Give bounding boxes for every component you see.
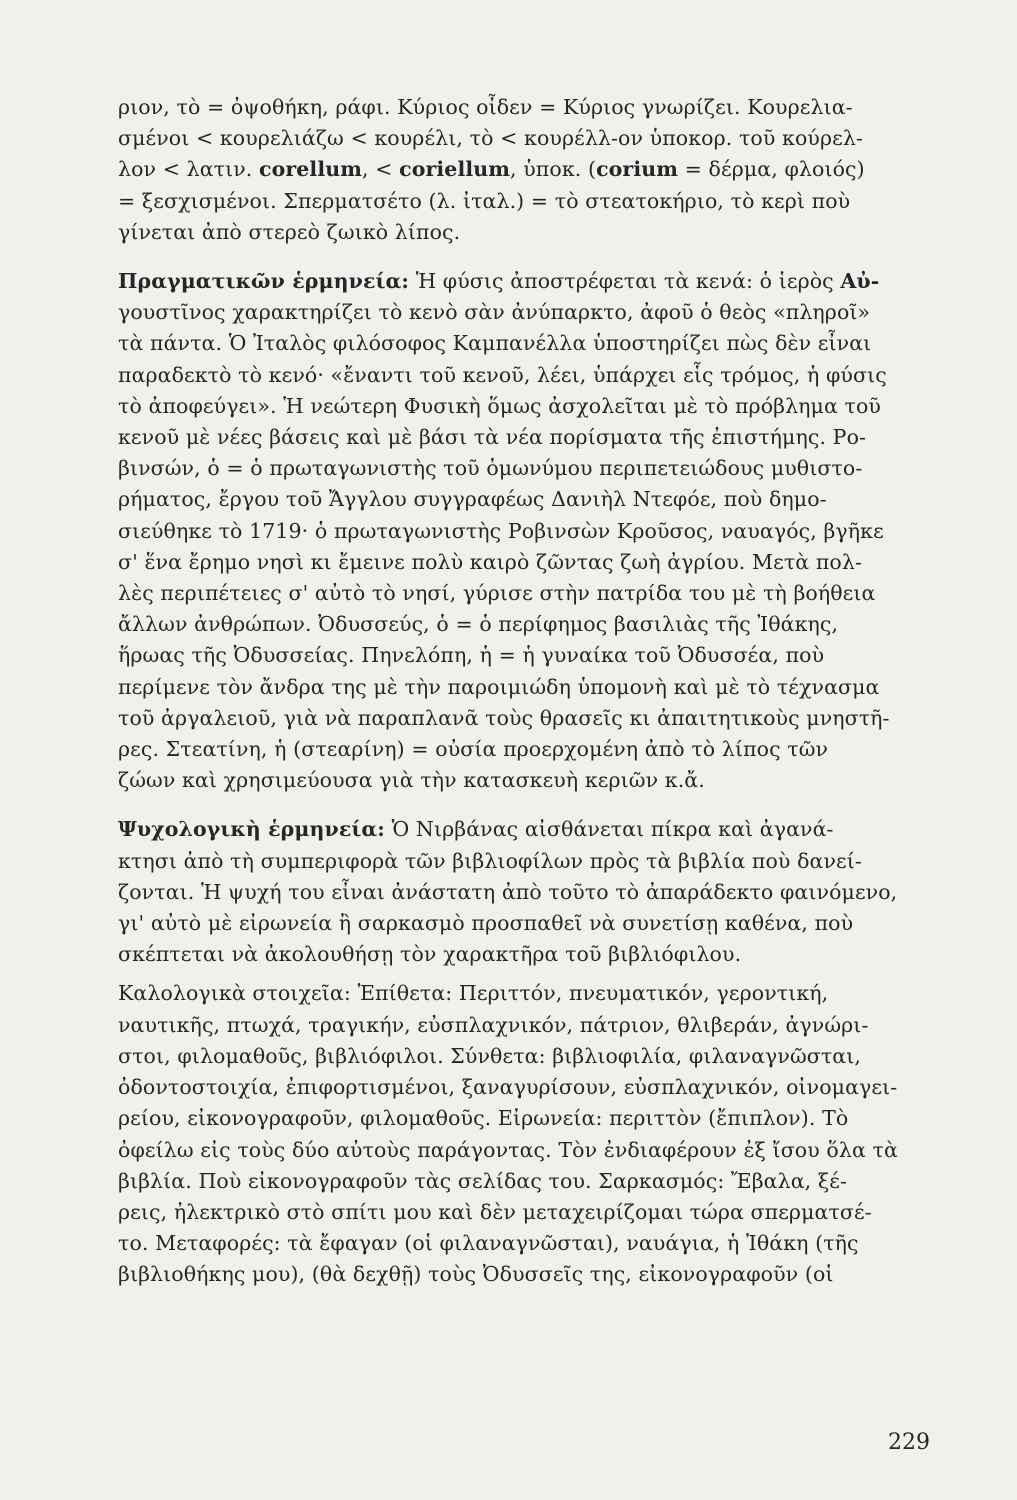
text-segment: βιβλία. Ποὺ εἰκονογραφοῦν τὰς σελίδας του. Σαρκασμός: Ἔβαλα, ξέ- bbox=[118, 1168, 848, 1193]
text-line bbox=[118, 297, 930, 328]
bold-text-segment: coriellum bbox=[399, 157, 511, 182]
text-segment: λὲς περιπέτειες σ' αὐτὸ τὸ νησί, γύρισε στὴν πατρίδα του μὲ τὴ βοήθεια bbox=[118, 581, 876, 606]
paragraph bbox=[118, 92, 930, 248]
text-segment: ριον, τὸ = ὀψοθήκη, ράφι. Κύριος οἶδεν = Κύριος γνωρίζει. Κουρελια- bbox=[118, 95, 853, 119]
text-segment: κενοῦ μὲ νέες βάσεις καὶ μὲ βάσι τὰ νέα πορίσματα τῆς ἐπιστήμης. Ρο- bbox=[118, 425, 867, 450]
page-number: 229 bbox=[888, 1430, 930, 1455]
text-line bbox=[118, 123, 930, 154]
text-line bbox=[118, 266, 930, 297]
text-segment: σ' ἕνα ἔρημο νησὶ κι ἔμεινε πολὺ καιρὸ ζῶντας ζωὴ ἀγρίου. Μετὰ πολ- bbox=[118, 549, 862, 574]
text-segment: βιβλιοθήκης μου), (θὰ δεχθῇ) τοὺς Ὀδυσσεῖς της, εἰκονογραφοῦν (οἱ bbox=[118, 1262, 834, 1287]
text-segment: περίμενε τὸν ἄνδρα της μὲ τὴν παροιμιώδη ὑπομονὴ καὶ μὲ τὸ τέχνασμα bbox=[118, 674, 880, 699]
text-line bbox=[118, 908, 930, 939]
text-segment: Ἡ φύσις ἀποστρέφεται τὰ κενά: ὁ ἱερὸς bbox=[409, 269, 841, 294]
text-segment: ἥρωας τῆς Ὀδυσσείας. Πηνελόπη, ἡ = ἡ γυναίκα τοῦ Ὀδυσσέα, ποὺ bbox=[118, 643, 825, 668]
text-segment: ναυτικῆς, πτωχά, τραγικήν, εὐσπλαχνικόν, πάτριον, θλιβεράν, ἀγνώρι- bbox=[118, 1012, 869, 1037]
text-line bbox=[118, 1259, 930, 1290]
text-segment: γουστῖνος χαρακτηρίζει τὸ κενὸ σὰν ἀνύπαρκτο, ἀφοῦ ὁ θεὸς «πληροῖ» bbox=[118, 300, 871, 325]
text-segment: λον < λατιν. bbox=[118, 157, 260, 182]
text-segment: ρήματος, ἔργου τοῦ Ἄγγλου συγγραφέως Δανιὴλ Ντεφόε, ποὺ δημο- bbox=[118, 487, 827, 512]
text-line bbox=[118, 391, 930, 422]
text-segment: ὀδοντοστοιχία, ἐπιφορτισμένοι, ξαναγυρίσουν, εὐσπλαχνικόν, οἰνομαγει- bbox=[118, 1075, 898, 1100]
paragraph bbox=[118, 266, 930, 796]
text-segment: γι' αὐτὸ μὲ εἰρωνεία ἢ σαρκασμὸ προσπαθεῖ νὰ συνετίσῃ καθένα, ποὺ bbox=[118, 911, 854, 936]
text-line bbox=[118, 1135, 930, 1166]
text-line bbox=[118, 547, 930, 578]
text-line bbox=[118, 814, 930, 845]
text-segment: Ὁ Νιρβάνας αἰσθάνεται πίκρα καὶ ἀγανά- bbox=[384, 817, 834, 842]
bold-text-segment: corellum bbox=[259, 157, 363, 182]
text-line bbox=[118, 877, 930, 908]
text-segment: = δέρμα, φλοιός) bbox=[678, 157, 865, 182]
text-line bbox=[118, 978, 930, 1009]
bold-text-segment: Αὐ- bbox=[840, 269, 880, 294]
text-segment: ὀφείλω εἰς τοὺς δύο αὐτοὺς παράγοντας. Τὸν ἐνδιαφέρουν ἐξ ἴσου ὅλα τὰ bbox=[118, 1137, 898, 1162]
text-segment: Καλολογικὰ στοιχεῖα: Ἐπίθετα: Περιττόν, πνευματικόν, γεροντική, bbox=[118, 981, 829, 1006]
text-segment: = ξεσχισμένοι. Σπερματσέτο (λ. ἰταλ.) = τὸ στεατοκήριο, τὸ κερὶ ποὺ bbox=[118, 188, 851, 213]
text-segment: το. Μεταφορές: τὰ ἔφαγαν (οἱ φιλαναγνῶσται), ναυάγια, ἡ Ἰθάκη (τῆς bbox=[118, 1231, 859, 1256]
text-segment: σιεύθηκε τὸ 1719· ὁ πρωταγωνιστὴς Ροβινσὼν Κροῦσος, ναυαγός, βγῆκε bbox=[118, 518, 884, 543]
text-line bbox=[118, 484, 930, 515]
bold-text-segment: corium bbox=[596, 157, 679, 182]
bold-text-segment: Ψυχολογικὴ ἑρμηνεία: bbox=[118, 817, 385, 842]
text-segment: ρείου, εἰκονογραφοῦν, φιλομαθοῦς. Εἰρωνεία: περιττὸν (ἔπιπλον). Τὸ bbox=[118, 1106, 849, 1131]
text-line bbox=[118, 328, 930, 359]
text-line bbox=[118, 939, 930, 970]
text-line bbox=[118, 1197, 930, 1228]
text-segment: σμένοι < κουρελιάζω < κουρέλι, τὸ < κουρέλλ-ον ὑποκορ. τοῦ κούρελ- bbox=[118, 126, 863, 151]
text-segment: στοι, φιλομαθοῦς, βιβλιόφιλοι. Σύνθετα: βιβλιοφιλία, φιλαναγνῶσται, bbox=[118, 1043, 862, 1068]
text-segment: , < bbox=[362, 157, 400, 182]
text-segment: βινσών, ὁ = ὁ πρωταγωνιστὴς τοῦ ὁμωνύμου περιπετειώδους μυθιστο- bbox=[118, 456, 863, 481]
text-segment: ρεις, ἠλεκτρικὸ στὸ σπίτι μου καὶ δὲν μεταχειρίζομαι τώρα σπερματσέ- bbox=[118, 1199, 872, 1224]
text-line bbox=[118, 92, 930, 123]
text-line bbox=[118, 1228, 930, 1259]
text-line bbox=[118, 422, 930, 453]
text-line bbox=[118, 1166, 930, 1197]
text-line bbox=[118, 1041, 930, 1072]
text-line bbox=[118, 734, 930, 765]
text-line bbox=[118, 1103, 930, 1134]
text-line bbox=[118, 453, 930, 484]
text-line bbox=[118, 609, 930, 640]
text-segment: γίνεται ἀπὸ στερεὸ ζωικὸ λίπος. bbox=[118, 219, 461, 244]
text-segment: σκέπτεται νὰ ἀκολουθήσῃ τὸν χαρακτῆρα τοῦ βιβλιόφιλου. bbox=[118, 942, 742, 967]
text-segment: ζώων καὶ χρησιμεύουσα γιὰ τὴν κατασκευὴ κεριῶν κ.ἄ. bbox=[118, 768, 705, 793]
text-line bbox=[118, 640, 930, 671]
text-line bbox=[118, 186, 930, 217]
text-line bbox=[118, 516, 930, 547]
text-segment: τὰ πάντα. Ὁ Ἰταλὸς φιλόσοφος Καμπανέλλα ὑποστηρίζει πὼς δὲν εἶναι bbox=[118, 331, 872, 356]
bold-text-segment: Πραγματικῶν ἑρμηνεία: bbox=[118, 269, 410, 294]
text-segment: παραδεκτὸ τὸ κενό· «ἔναντι τοῦ κενοῦ, λέει, ὑπάρχει εἷς τρόμος, ἡ φύσις bbox=[118, 362, 887, 387]
text-line bbox=[118, 578, 930, 609]
text-line bbox=[118, 765, 930, 796]
text-segment: ζονται. Ἡ ψυχή του εἶναι ἀνάστατη ἀπὸ τοῦτο τὸ ἀπαράδεκτο φαινόμενο, bbox=[118, 879, 898, 904]
text-line bbox=[118, 703, 930, 734]
paragraph bbox=[118, 814, 930, 1290]
text-line bbox=[118, 1010, 930, 1041]
body-text bbox=[118, 92, 930, 1291]
text-segment: ρες. Στεατίνη, ἡ (στεαρίνη) = οὐσία προερχομένη ἀπὸ τὸ λίπος τῶν bbox=[118, 737, 829, 762]
text-segment: , ὑποκ. ( bbox=[510, 157, 597, 182]
text-segment: κτησι ἀπὸ τὴ συμπεριφορὰ τῶν βιβλιοφίλων πρὸς τὰ βιβλία ποὺ δανεί- bbox=[118, 848, 862, 873]
text-line bbox=[118, 672, 930, 703]
text-line bbox=[118, 846, 930, 877]
text-line bbox=[118, 154, 930, 185]
text-line bbox=[118, 360, 930, 391]
text-segment: τοῦ ἀργαλειοῦ, γιὰ νὰ παραπλανᾶ τοὺς θρασεῖς κι ἀπαιτητικοὺς μνηστῆ- bbox=[118, 705, 890, 730]
text-line bbox=[118, 1072, 930, 1103]
text-line bbox=[118, 217, 930, 248]
text-segment: ἄλλων ἀνθρώπων. Ὀδυσσεύς, ὁ = ὁ περίφημος βασιλιὰς τῆς Ἰθάκης, bbox=[118, 612, 839, 637]
text-segment: τὸ ἀποφεύγει». Ἡ νεώτερη Φυσικὴ ὅμως ἀσχολεῖται μὲ τὸ πρόβλημα τοῦ bbox=[118, 393, 881, 418]
